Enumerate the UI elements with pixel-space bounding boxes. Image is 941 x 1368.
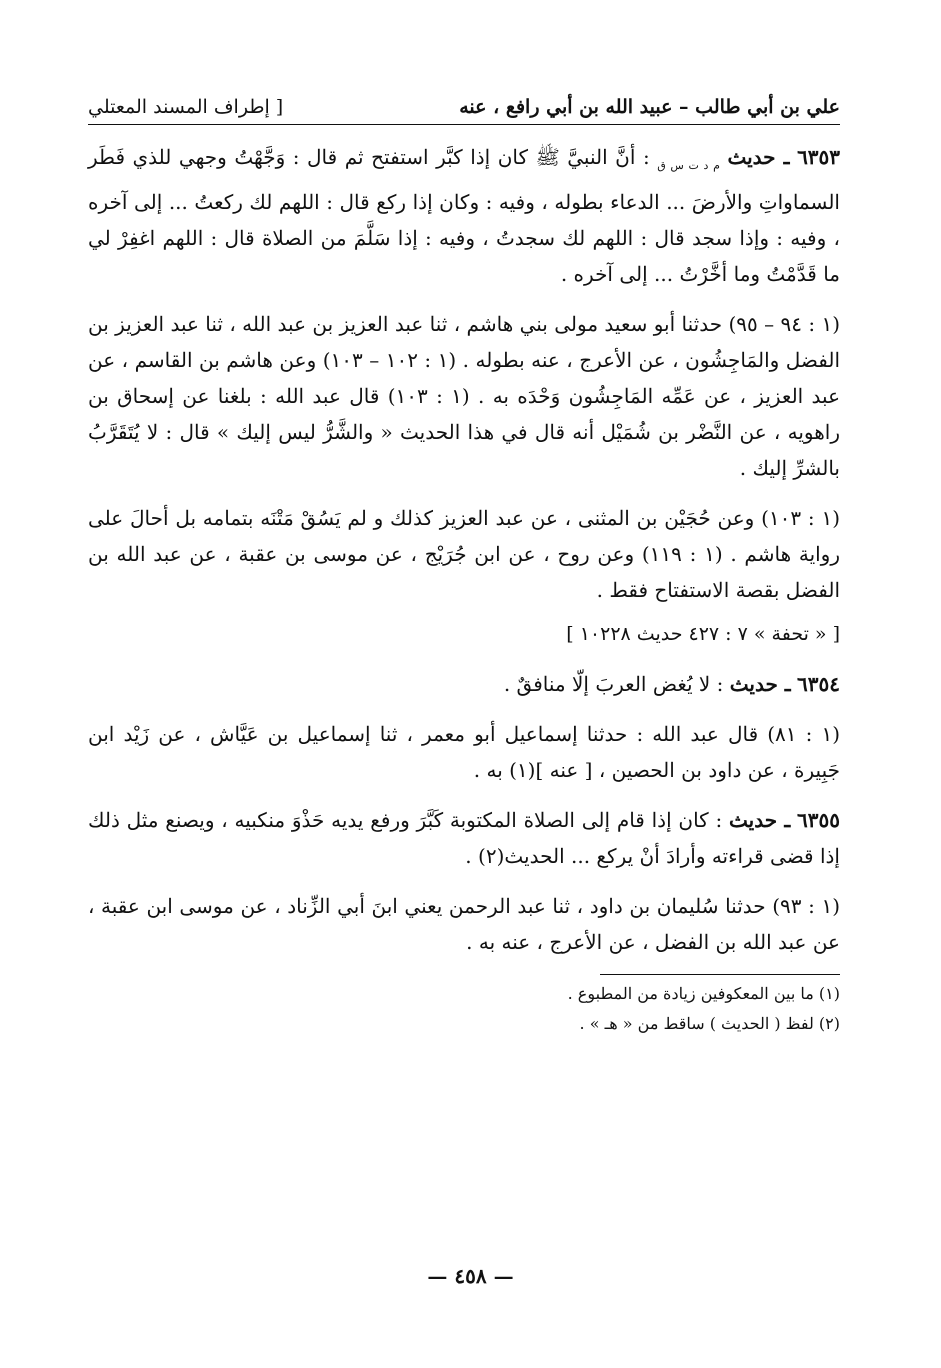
isnad-text: (١ : ٩٤ – ٩٥) حدثنا أبو سعيد مولى بني هاشم ، ثنا عبد العزيز بن عبد الله ، ثنا عبد العزيز بن الفضل والمَاجِشُون ، عن الأعرج ، عنه بطوله . (١ : ١٠٢ – ١٠٣) وعن هاشم بن القاسم ، عن عبد العزيز ، عن عَمِّه المَاجِشُون وَحْدَه به . (١ : ١٠٣) قال عبد الله : بلغنا عن إسحاق بن راهويه ، عن النَّضْر بن شُمَيْل أنه قال في هذا الحديث « والشَّرُّ ليس إليك » قال : لا يُتَقَرَّبُ بالشرِّ إليك .: [88, 312, 841, 480]
header-book-title: [ إطراف المسند المعتلي: [88, 96, 284, 118]
footnote-1: (١) ما بين المعكوفين زيادة من المطبوع .: [567, 984, 840, 1003]
isnad-text: (١ : ٩٣) حدثنا سُليمان بن داود ، ثنا عبد الرحمن يعني ابنَ أبي الزِّناد ، عن موسى ابن عقبة ، عن عبد الله بن الفضل ، عن الأعرج ، عنه به .: [88, 894, 840, 954]
footnote-2: (٢) لفظ ( الحديث ) ساقط من « هـ » .: [579, 1014, 840, 1033]
hadith-6355: [88, 802, 840, 874]
isnad-text: (١ : ١٠٣) وعن حُجَيْن بن المثنى ، عن عبد العزيز كذلك و لم يَسُقْ مَتْنَه بتمامه بل أحالَ على رواية هاشم . (١ : ١١٩) وعن روح ، عن ابن جُرَيْج ، عن موسى بن عقبة ، عن عبد الله بن الفضل بقصة الاستفتاح فقط .: [88, 506, 841, 602]
hadith-label: ـ حديث: [729, 672, 791, 696]
isnad-text: (١ : ٨١) قال عبد الله : حدثنا إسماعيل أبو معمر ، ثنا إسماعيل بن عَيَّاش ، عن زَيْد ابن جَبِيرة ، عن داود بن الحصين ، [ عنه ](١) به .: [88, 722, 841, 782]
isnad-6353-a: [88, 306, 840, 486]
hadith-text: : أنَّ النبيَّ ﷺ كان إذا كبَّر استفتح ثم قال : وَجَّهْتُ وجهي للذي فَطَر السماواتِ والأرضَ ... الدعاء بطوله ، وفيه : وكان إذا ركع قال : اللهم لك ركعتُ ... إلى آخره ، وفيه : وإذا سجد قال : اللهم لك سجدتُ ، وفيه : إذا سَلَّمَ من الصلاة قال : اللهم اغفِرْ لي ما قَدَّمْتُ وما أخَّرْتُ ... إلى آخره .: [88, 145, 840, 286]
running-header: [88, 96, 840, 125]
page-content: [88, 96, 840, 1039]
isnad-6354: [88, 716, 840, 788]
isnad-6355: [88, 888, 840, 960]
hadith-label: ـ حديث: [727, 145, 790, 169]
hadith-label: ـ حديث: [728, 808, 791, 832]
page-number: — ٤٥٨ —: [427, 1264, 514, 1288]
footnote-divider: [600, 974, 840, 975]
hadith-text: : كان إذا قام إلى الصلاة المكتوبة كَبَّرَ ورفع يديه حَذْوَ منكبيه ، ويصنع مثل ذلك إذا قضى قراءته وأرادَ أنْ يركع ... الحديث(٢) .: [88, 808, 840, 868]
hadith-6354: [88, 666, 840, 702]
hadith-number: ٦٣٥٤: [797, 672, 840, 696]
hadith-sigla: م د ت س ق: [657, 159, 720, 172]
hadith-text: : لا يُغض العربَ إلّا منافقٌ .: [503, 672, 724, 696]
hadith-number: ٦٣٥٥: [797, 808, 841, 832]
hadith-6353: [88, 139, 840, 292]
tuhfa-reference: [ « تحفة » ٧ : ٤٢٧ حديث ١٠٢٢٨ ]: [566, 623, 840, 645]
header-title: علي بن أبي طالب – عبيد الله بن أبي رافع ، عنه: [459, 96, 840, 118]
hadith-number: ٦٣٥٣: [797, 145, 841, 169]
isnad-6353-b: [88, 500, 840, 608]
